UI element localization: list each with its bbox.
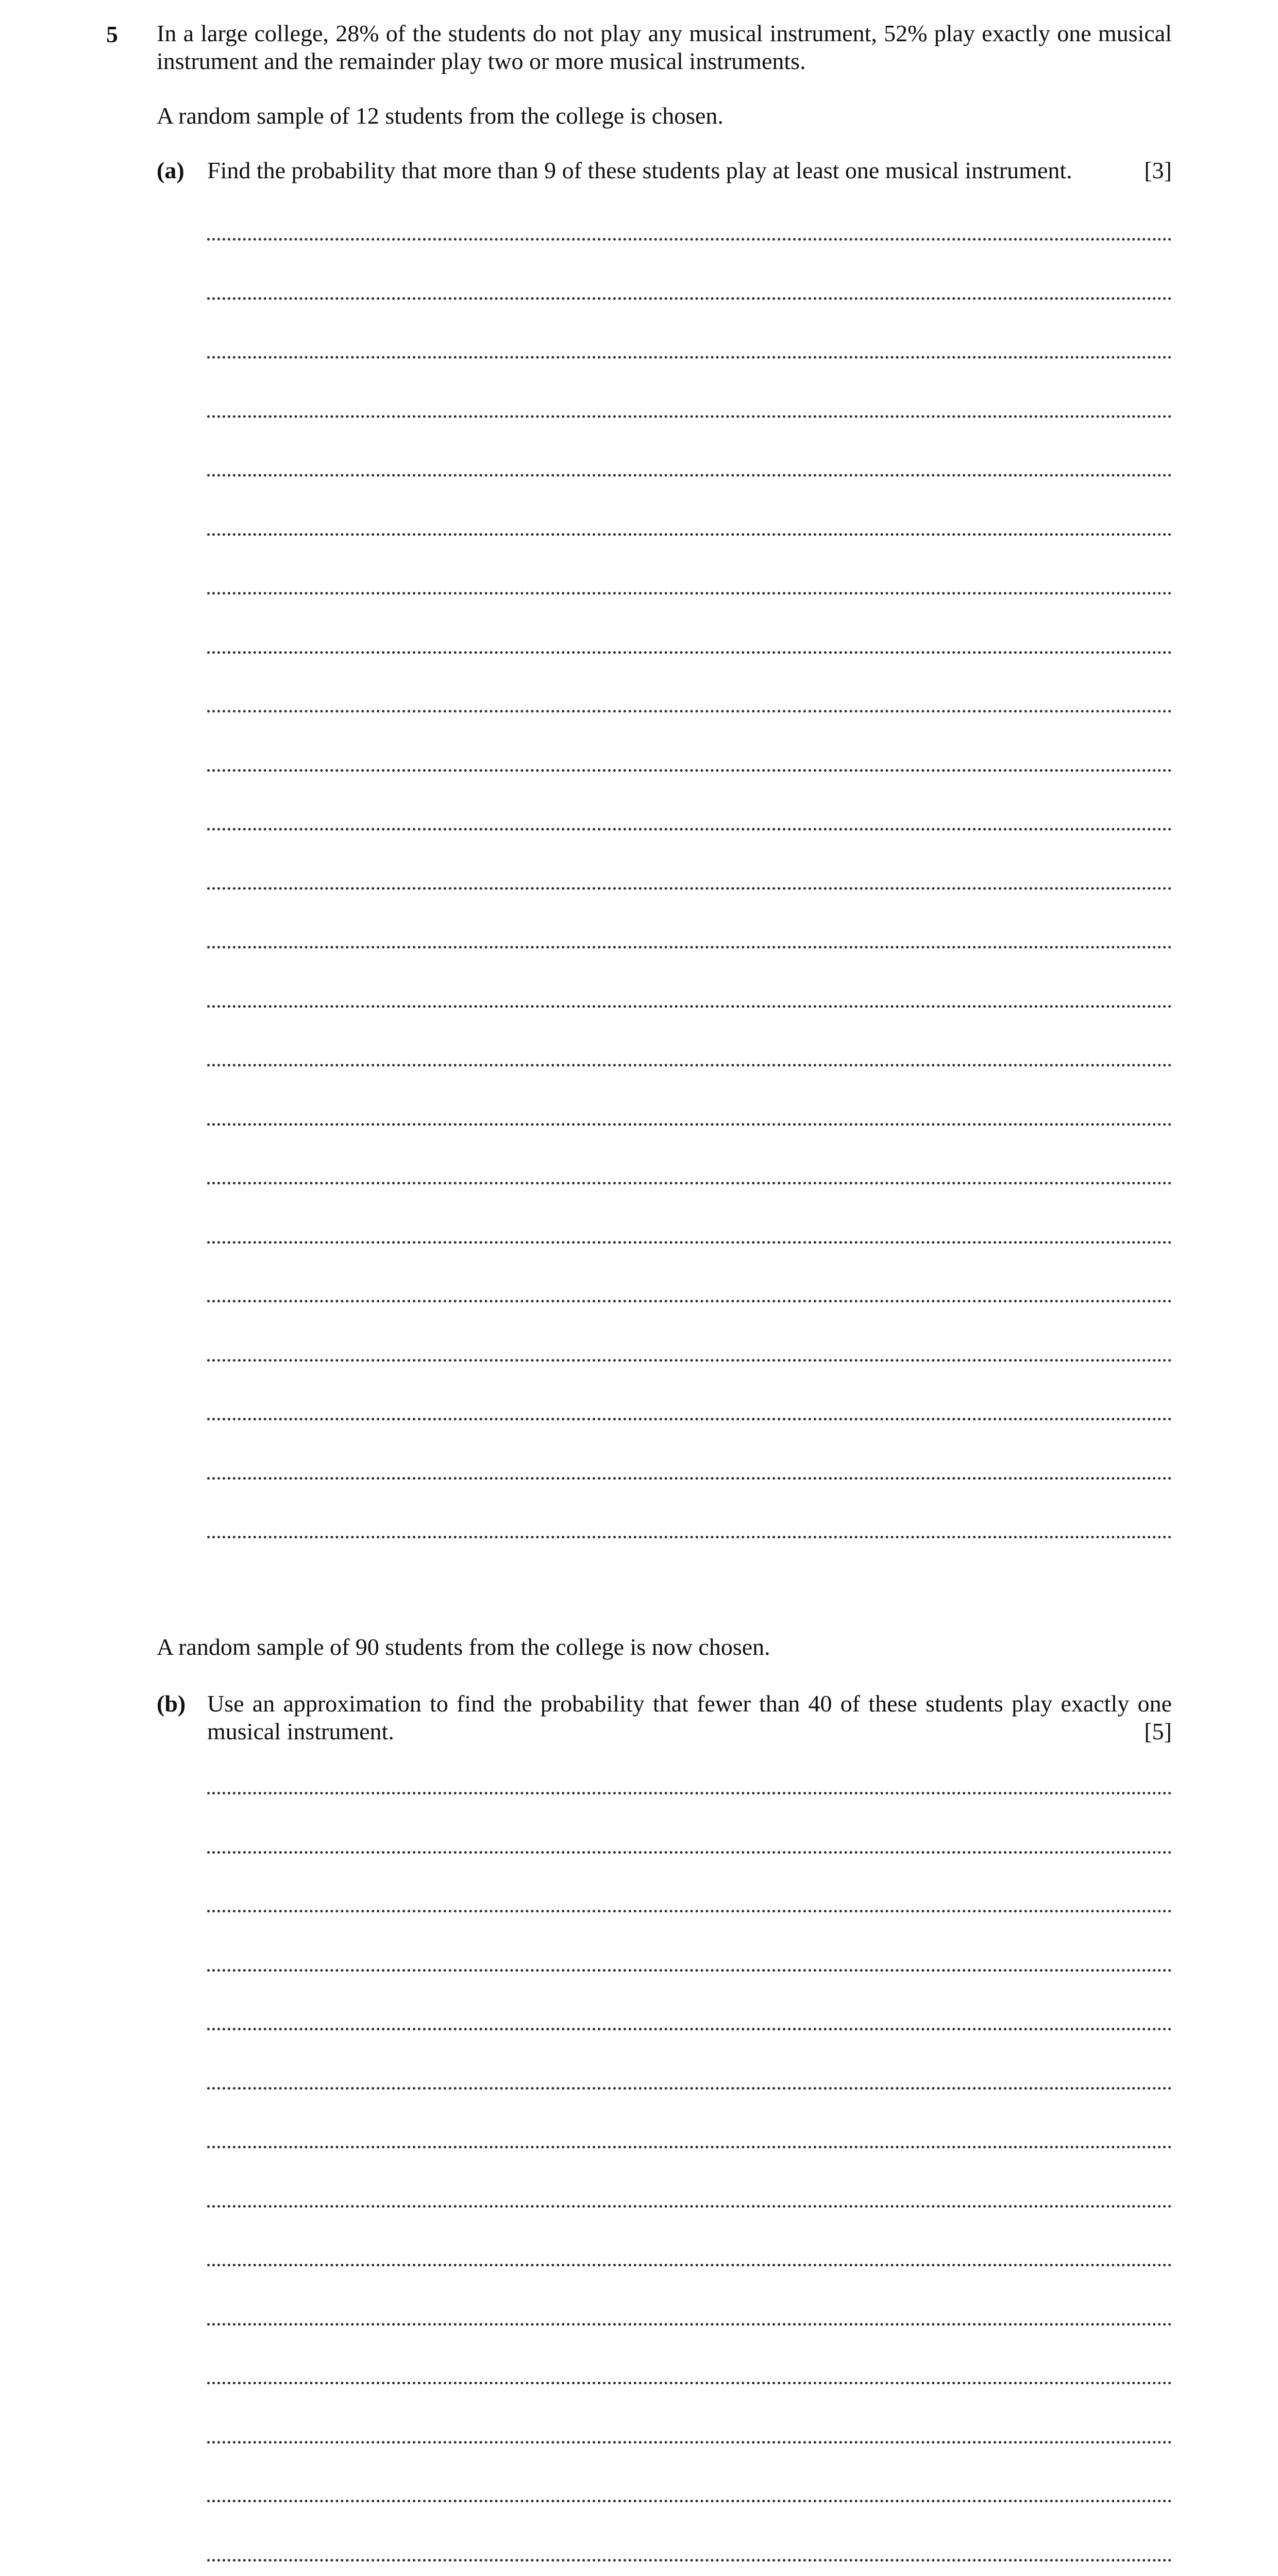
answer-line[interactable]	[207, 592, 1172, 595]
answer-line[interactable]	[207, 2087, 1172, 2090]
sample-a-text: A random sample of 12 students from the college is chosen.	[157, 103, 724, 129]
answer-line[interactable]	[207, 356, 1172, 359]
part-b-marks: [5]	[1144, 1718, 1172, 1744]
answer-line[interactable]	[207, 1851, 1172, 1854]
answer-line[interactable]	[207, 2559, 1172, 2562]
answer-line[interactable]	[207, 2146, 1172, 2148]
answer-line[interactable]	[207, 946, 1172, 948]
answer-line[interactable]	[207, 2500, 1172, 2502]
answer-line[interactable]	[207, 238, 1172, 241]
answer-line[interactable]	[207, 828, 1172, 831]
part-a-label: (a)	[157, 157, 184, 183]
part-b-text: Use an approximation to find the probability that fewer than 40 of these students play exactly one musical instrument.	[207, 1690, 1172, 1744]
answer-line[interactable]	[207, 1300, 1172, 1302]
answer-line[interactable]	[207, 533, 1172, 536]
answer-line[interactable]	[207, 1792, 1172, 1794]
answer-line[interactable]	[207, 1241, 1172, 1244]
answer-line[interactable]	[207, 1536, 1172, 1538]
answer-line[interactable]	[207, 2205, 1172, 2208]
answer-line[interactable]	[207, 1182, 1172, 1184]
answer-line[interactable]	[207, 2323, 1172, 2326]
answer-line[interactable]	[207, 1969, 1172, 1972]
answer-line[interactable]	[207, 1359, 1172, 1362]
answer-line[interactable]	[207, 2382, 1172, 2384]
answer-line[interactable]	[207, 1005, 1172, 1008]
question-number: 5	[106, 21, 118, 47]
part-b-question	[207, 1690, 1172, 1745]
part-a-text: Find the probability that more than 9 of these students play at least one musical instrument.	[207, 157, 1072, 183]
answer-line[interactable]	[207, 887, 1172, 890]
answer-line[interactable]	[207, 1477, 1172, 1480]
answer-line[interactable]	[207, 710, 1172, 713]
answer-line[interactable]	[207, 474, 1172, 477]
part-a-question	[207, 157, 1172, 184]
answer-line[interactable]	[207, 2264, 1172, 2266]
part-b-label: (b)	[157, 1690, 186, 1717]
answer-line[interactable]	[207, 297, 1172, 300]
answer-line[interactable]	[207, 651, 1172, 654]
answer-line[interactable]	[207, 1064, 1172, 1066]
answer-line[interactable]	[207, 1418, 1172, 1420]
answer-line[interactable]	[207, 769, 1172, 772]
answer-line[interactable]	[207, 2441, 1172, 2444]
question-stem: In a large college, 28% of the students do not play any musical instrument, 52% play exactly one musical instrument and the remainder play two or more musical instruments.	[157, 20, 1172, 74]
answer-line[interactable]	[207, 2028, 1172, 2030]
answer-line[interactable]	[207, 1123, 1172, 1126]
part-a-marks: [3]	[1144, 157, 1172, 183]
answer-line[interactable]	[207, 415, 1172, 418]
sample-b-text: A random sample of 90 students from the college is now chosen.	[157, 1634, 770, 1660]
answer-line[interactable]	[207, 1910, 1172, 1912]
